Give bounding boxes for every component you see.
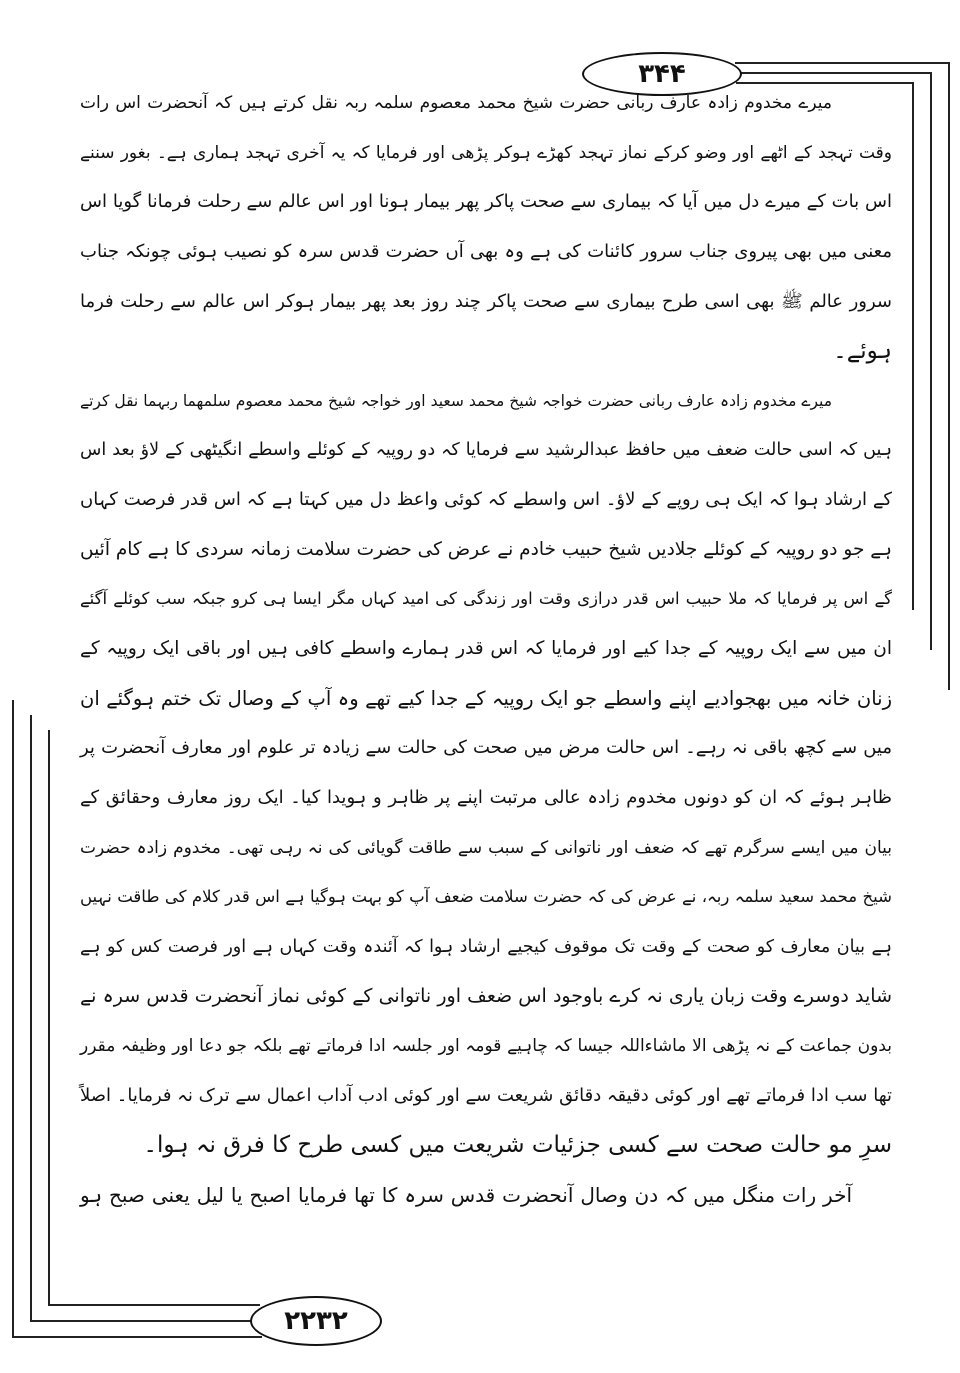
frame-line <box>30 715 32 1322</box>
text-line: ان میں سے ایک روپیہ کے جدا کیے اور فرمایا کہ اس قدر ہمارے واسطے کافی ہیں اور باقی ایک روپیہ کے <box>80 638 892 659</box>
text-line: کے ارشاد ہوا کہ ایک ہی روپے کے لاؤ۔ اس واسطے کہ کوئی واعظ دل میں کہتا ہے کہ اس قدر فرصت کہاں <box>80 489 892 511</box>
text-line: وقت تہجد کے اٹھے اور وضو کرکے نماز تہجد کھڑے ہوکر پڑھی اور فرمایا کہ یہ آخری تہجد ہماری ہے۔ بغور سننے <box>80 142 892 163</box>
frame-line <box>735 62 950 64</box>
text-line: بدون جماعت کے نہ پڑھی الا ماشاءاللہ جیسا کہ چاہیے قومہ اور جلسہ ادا فرماتے تھے بلکہ جو دعا اور وظیفہ مقرر <box>80 1036 892 1057</box>
text-line: گے اس پر فرمایا کہ ملا حبیب اس قدر درازی وقت اور زندگی کی امید کہاں مگر ایسا ہی کرو جبکہ سب کوئلے آگئے <box>80 589 892 609</box>
frame-line <box>930 72 932 650</box>
text-line: معنی میں بھی پیروی جناب سرور کائنات کی ہے وہ بھی آں حضرت قدس سرہ کو نصیب ہوئی چونکہ جناب <box>80 240 892 262</box>
top-page-number: ۳۴۴ <box>582 52 742 96</box>
text-line: تھا سب ادا فرماتے تھے اور کوئی دقیقہ دقائق شریعت سے اور کوئی ادب آداب اعمال سے ترک نہ فرمایا۔ اصلاً <box>80 1084 892 1106</box>
frame-line <box>48 1304 260 1306</box>
frame-line <box>30 1320 255 1322</box>
frame-line <box>912 82 914 610</box>
paragraph-first-line: میرے مخدوم زادہ عارف ربانی حضرت خواجہ شیخ محمد سعید اور خواجہ شیخ محمد معصوم سلمھما ربہما نقل کرتے <box>80 391 832 410</box>
text-line: ظاہر ہوئے کہ ان کو دونوں مخدوم زادہ عالی مرتبت اپنے پر ظاہر و ہویدا کیا۔ ایک روز معارف وحقائق کے <box>80 786 892 808</box>
text-line: ہے جو دو روپیہ کے کوئلے جلادیں شیخ حبیب خادم نے عرض کی حضرت سلامت زمانہ سردی کا ہے کام آئیں <box>80 538 892 560</box>
text-line: شیخ محمد سعید سلمہ ربہ، نے عرض کی کہ حضرت سلامت ضعف آپ کو بہت ہوگیا ہے اس قدر کلام کی طاقت نہیں <box>80 887 892 907</box>
text-line: ہے بیان معارف کو صحت کے وقت تک موقوف کیجیے ارشاد ہوا کہ آئندہ وقت کہاں ہے اور فرصت کس کو ہے <box>80 936 892 957</box>
text-line: میں سے کچھ باقی نہ رہے۔ اس حالت مرض میں صحت کی حالت سے زیادہ تر علوم اور معارف آنحضرت پر <box>80 737 892 759</box>
text-line: اس بات کے میرے دل میں آیا کہ بیماری سے صحت پاکر پھر بیمار ہونا اور اس عالم سے رحلت فرمانا گویا اس <box>80 191 892 213</box>
text-line: شاید دوسرے وقت زبان یاری نہ کرے باوجود اس ضعف اور ناتوانی کے کوئی نماز آنحضرت قدس سرہ نے <box>80 985 892 1008</box>
frame-line <box>48 730 50 1306</box>
frame-line <box>740 72 932 74</box>
paragraph-first-line: میرے مخدوم زادہ عارف ربانی حضرت شیخ محمد معصوم سلمہ ربہ نقل کرتے ہیں کہ آنحضرت اس رات <box>80 93 832 113</box>
text-line: آخر رات منگل میں کہ دن وصال آنحضرت قدس سرہ کا تھا فرمایا اصبح یا لیل یعنی صبح ہو <box>80 1183 852 1207</box>
bottom-page-number: ۲۲۳۲ <box>250 1296 382 1346</box>
frame-line <box>12 700 14 1338</box>
text-line: بیان میں ایسے سرگرم تھے کہ ضعف اور ناتوانی کے سبب سے طاقت گویائی کی نہ رہی تھی۔ مخدوم زادہ حضرت <box>80 837 892 858</box>
text-line: سرِ مو حالت صحت سے کسی جزئیات شریعت میں کسی طرح کا فرق نہ ہوا۔ <box>143 1132 892 1159</box>
text-line: زنان خانہ میں بھجوادیے اپنے واسطے جو ایک روپیہ کے جدا کیے تھے وہ آپ کے وصال تک ختم ہوگئے ان <box>80 686 892 710</box>
text-line: سرور عالم ﷺ بھی اسی طرح بیماری سے صحت پاکر چند روز بعد پھر بیمار ہوکر اس عالم سے رحلت فرما <box>80 290 892 312</box>
text-line: ہوئے۔ <box>833 338 892 365</box>
text-line: ہیں کہ اسی حالت ضعف میں حافظ عبدالرشید سے فرمایا کہ دو روپیہ کے کوئلے واسطے انگیٹھی کے لاؤ بعد اس <box>80 440 892 461</box>
frame-line <box>948 62 950 690</box>
frame-line <box>12 1336 262 1338</box>
